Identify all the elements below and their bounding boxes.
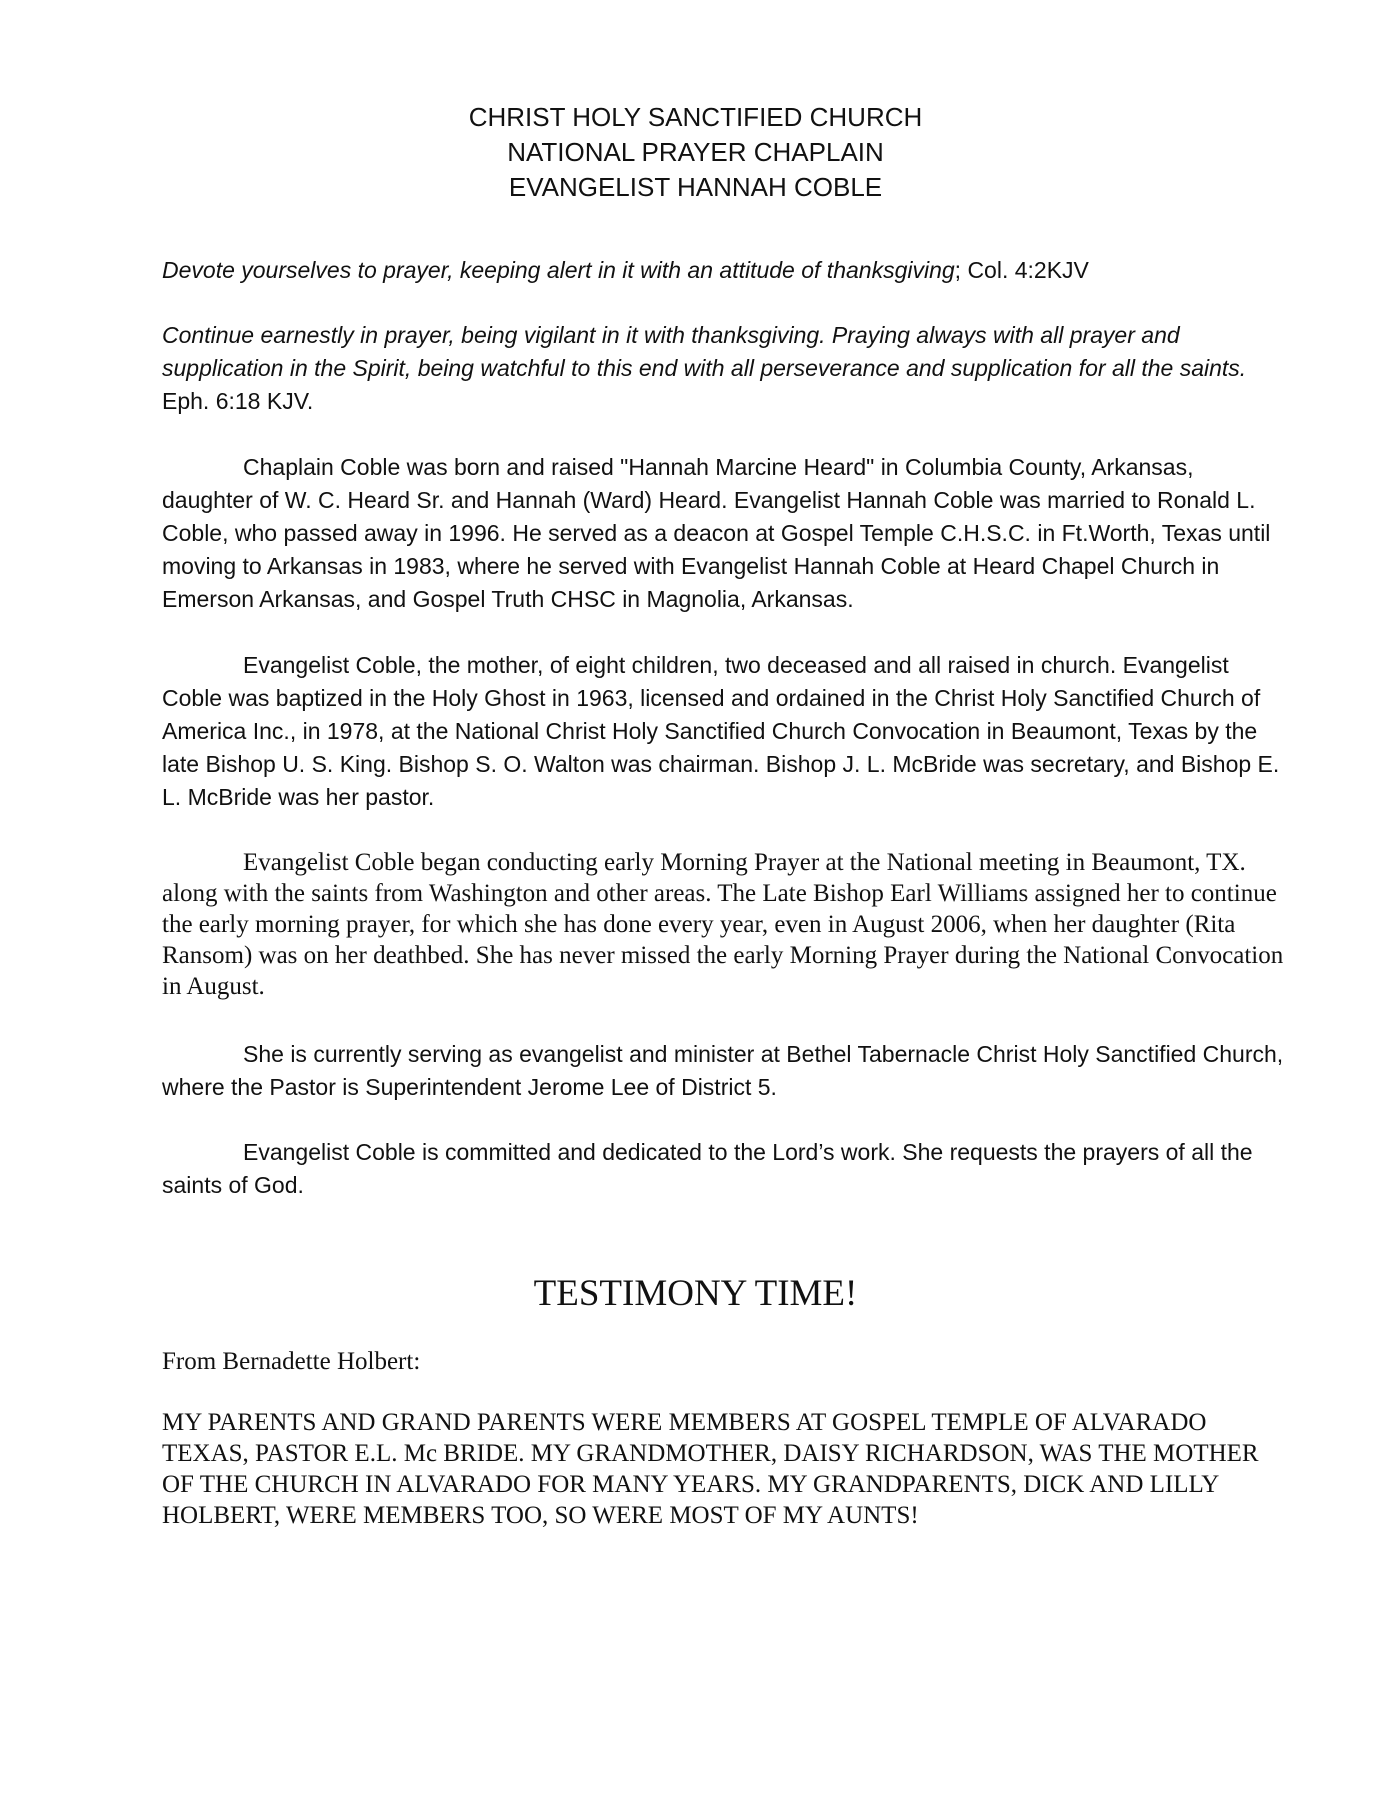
- bio-paragraph-3: [162, 847, 1290, 1002]
- bio-paragraph-1-text: Chaplain Coble was born and raised "Hannah Marcine Heard" in Columbia County, Arkansas, daughter of W. C. Heard Sr. and Hannah (Ward) Heard. Evangelist Hannah Coble was married to Ronald L. Coble, who passed away in 1996. He served as a deacon at Gospel Temple C.H.S.C. in Ft.Worth, Texas until moving to Arkansas in 1983, where he served with Evangelist Hannah Coble at Heard Chapel Church in Emerson Arkansas, and Gospel Truth CHSC in Magnolia, Arkansas.: [162, 454, 1271, 612]
- bio-paragraph-3-text: Evangelist Coble began conducting early Morning Prayer at the National meeting in Beaumont, TX. along with the saints from Washington and other areas. The Late Bishop Earl Williams assigned her to continue the early morning prayer, for which she has done every year, even in August 2006, when her daughter (Rita Ransom) was on her deathbed. She has never missed the early Morning Prayer during the National Convocation in August.: [162, 849, 1284, 1000]
- evangelist-name: EVANGELIST HANNAH COBLE: [508, 172, 883, 202]
- ephesians-verse: [162, 319, 1290, 418]
- bio-paragraph-2: [162, 649, 1290, 814]
- testimony-author: From Bernadette Holbert:: [162, 1348, 421, 1375]
- colossians-verse-text: Devote yourselves to prayer, keeping alert in it with an attitude of thanksgiving: [162, 257, 955, 283]
- bio-paragraph-2-text: Evangelist Coble, the mother, of eight children, two deceased and all raised in church. Evangelist Coble was baptized in the Holy Ghost in 1963, licensed and ordained in the Christ Holy Sanctified Church of America Inc., in 1978, at the National Christ Holy Sanctified Church Convocation in Beaumont, Texas by the late Bishop U. S. King. Bishop S. O. Walton was chairman. Bishop J. L. McBride was secretary, and Bishop E. L. McBride was her pastor.: [162, 652, 1280, 810]
- bio-paragraph-5: [162, 1136, 1290, 1202]
- chaplain-title: NATIONAL PRAYER CHAPLAIN: [507, 137, 884, 167]
- colossians-verse-reference: ; Col. 4:2KJV: [954, 257, 1089, 283]
- bio-paragraph-4-text: She is currently serving as evangelist and minister at Bethel Tabernacle Christ Holy Sanctified Church, where the Pastor is Superintendent Jerome Lee of District 5.: [162, 1041, 1284, 1100]
- colossians-verse: [162, 254, 1290, 287]
- ephesians-verse-reference: Eph. 6:18 KJV.: [162, 388, 314, 414]
- church-name: CHRIST HOLY SANCTIFIED CHURCH: [468, 102, 923, 132]
- ephesians-verse-text: Continue earnestly in prayer, being vigilant in it with thanksgiving. Praying always with all prayer and supplication in the Spirit, being watchful to this end with all perseverance and supplication for all the saints.: [162, 322, 1247, 381]
- bio-paragraph-1: [162, 451, 1290, 616]
- testimony-heading: TESTIMONY TIME!: [533, 1273, 858, 1314]
- document-header: [0, 100, 1391, 205]
- bio-paragraph-5-text: Evangelist Coble is committed and dedicated to the Lord’s work. She requests the prayers of all the saints of God.: [162, 1139, 1253, 1198]
- testimony-body: MY PARENTS AND GRAND PARENTS WERE MEMBERS AT GOSPEL TEMPLE OF ALVARADO TEXAS, PASTOR E.L. Mc BRIDE. MY GRANDMOTHER, DAISY RICHARDSON, WAS THE MOTHER OF THE CHURCH IN ALVARADO FOR MANY YEARS. MY GRANDPARENTS, DICK AND LILLY HOLBERT, WERE MEMBERS TOO, SO WERE MOST OF MY AUNTS!: [162, 1409, 1259, 1529]
- bio-paragraph-4: [162, 1038, 1290, 1104]
